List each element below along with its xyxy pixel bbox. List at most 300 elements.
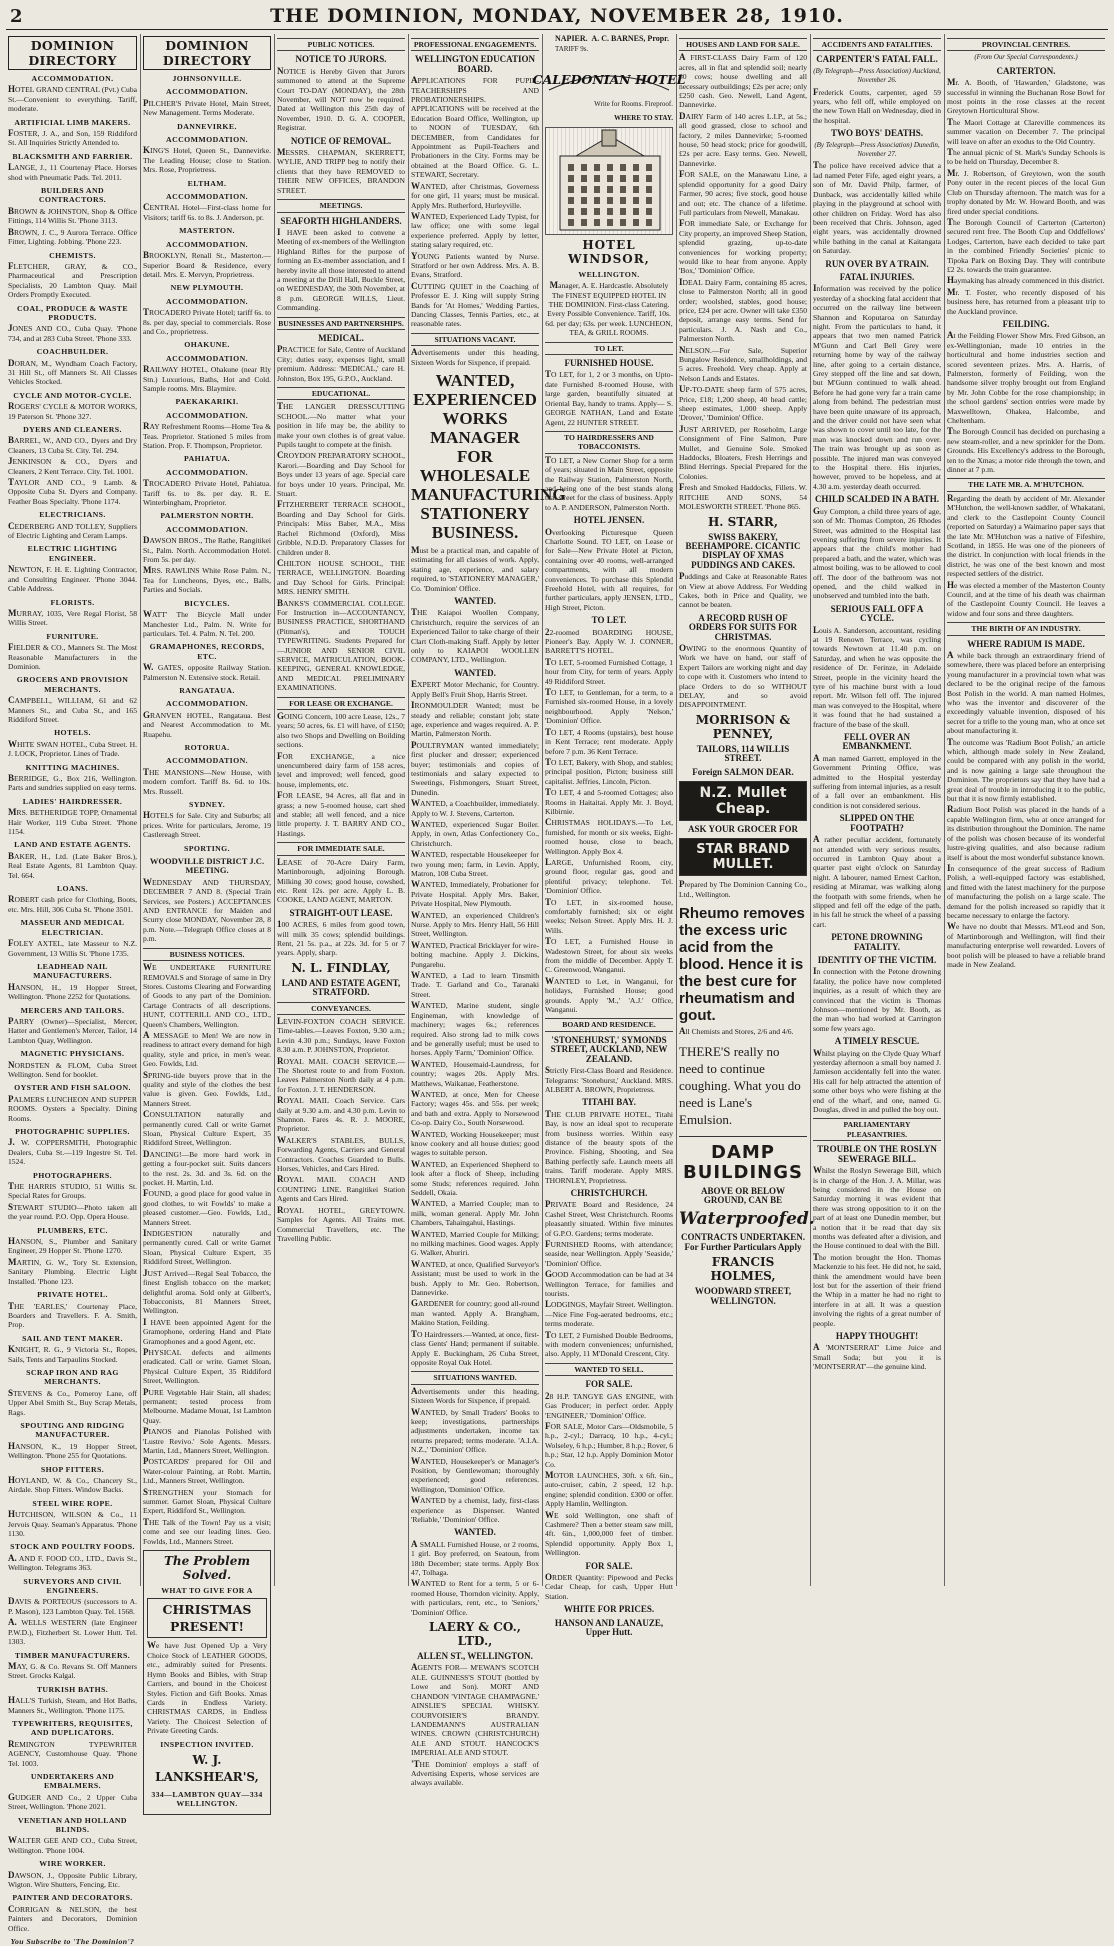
directory-entry: HALL'S Turkish, Steam, and Hot Baths, Manners St., Wellington. 'Phone 1175. [8,1695,137,1715]
business-notice: WE UNDERTAKE FURNITURE REMOVALS and Storage of same in Dry Stores. Customs Clearing and Forwarding of Goods to any part of the Dominion. Cartage Contracts of all descriptions. HUNT, COTTERILL AND CO., LTD., Queen's Chambers, Wellington. [143,962,271,1029]
paragraph: A SMALL Furnished House, or 2 rooms, 1 girl. Boy preferred, on Seatoun, from 18th December; state terms. Apply Box 47, Tolhaga. [411,1538,539,1578]
hotel-window-icon [568,164,574,171]
directory-category: ACCOMMODATION. [166,239,248,249]
paragraph: TO LET, a Furnished House in Wadestown Street, for about six weeks from the middle of December. Apply T. C. Greenwood, Wanganui. [545,936,673,975]
hotel-window-icon [620,175,626,182]
item-heading: CHILD SCALDED IN A BATH. [814,494,940,505]
hotel-window-icon [633,208,639,215]
masthead-title: THE DOMINION, MONDAY, NOVEMBER 28, 1910. [270,5,844,27]
hotel-window-icon [646,219,652,226]
paragraph: GOING Concern, 100 acre Lease, 12s., 7 years; 50 acres, 6s. £1 will have, of £150; also two Shops and Dwelling on Boilding sections. [277,711,405,750]
directory-category: ACCOMMODATION. [166,353,248,363]
barnes-label: A. C. BARNES, Propr. [591,34,669,43]
directory-entry: HANSON, K., 19 Hopper Street, Wellington. 'Phone 255 for Quotations. [8,1440,137,1461]
paragraph: YOUNG Patients wanted by Nurse. Stratford or her own Address. Mrs. A. B. Evans, Stratford. [411,250,539,280]
hotel-window-icon [620,164,626,171]
column-8-provincial [945,34,1107,1586]
paragraph: Frederick Coutts, carpenter, aged 59 years, who fell off, while employed on the new Town Hall on Wednesday, died in the hospital. [813,86,941,125]
business-notice: JUST Arrived—Regal Seal Tobacco, the finest English tobacco on the market; delightful aroma. Sold only at Gilbert's, Tobacconists, 81 Manners Street, Wellington. [143,1267,271,1316]
paragraph: TO LET, to Gentleman, for a term, to a Furnished six-roomed House, in a lovely neighbourhood. Apply 'Nelson,' 'Dominion' Office. [545,687,673,726]
directory-entry: BROOKLYN, Renall St., Masterton.—Superior Board & Residence, every detail. Mrs. E. Mervyn, Proprietress. [143,250,271,279]
directory-category: ACCOMMODATION. [166,524,248,534]
section-heading: SITUATIONS VACANT. [411,333,539,346]
paragraph: TO LET, 4 Rooms (upstairs), best house in Kent Terrace; rent moderate. Apply before 7 p.m. 36 Kent Terrace. [545,726,673,756]
directory-entry: W. GATES, opposite Railway Station. Palmerston N. Extensive stock. Retail. [143,662,271,682]
paragraph: WANTED, a Married Couple; man to milk, woman general. Apply Mr. John Chambers, Tahaingahui, Hastings. [411,1198,539,1228]
advertiser-name: FRANCIS HOLMES, [710,1255,776,1284]
directory-category: STOCK AND POULTRY FOODS. [10,1542,135,1552]
directory-category: LAND AND ESTATE AGENTS. [14,840,131,850]
directory-entry: BERRIDGE, G., Box 216, Wellington. Parts and sundries supplied on easy terms. [8,773,137,793]
paragraph: Mr. T. Foster, who recently disposed of his business here, has returned from a pleasant trip to the Auckland province. [947,286,1105,316]
directory-category: ACCOMMODATION. [166,87,248,97]
item-heading: 'STONEHURST,' SYMONDS STREET, AUCKLAND, NEW ZEALAND. [550,1034,668,1064]
waterproofed-headline: Waterproofed. [679,1209,815,1230]
directory-category: ACCOMMODATION. [166,699,248,709]
section-heading: TO LET. [545,342,673,355]
item-heading: A TIMELY RESCUE. [834,1036,920,1047]
paragraph: WANTED by a chemist, lady, first-class experience as Dispenser. Wanted 'Reliable,' 'Dominion' Office. [411,1495,539,1524]
directory-entry: A. WELLS WESTERN (late Engineer P.W.D.), Fitzherbert St. Lower Hutt. Tel. 1303. [8,1617,137,1647]
hotel-window-icon [581,208,587,215]
column-3-public-notices [275,34,407,1586]
directory-entry: DAWSON BROS., The Rathe, Rangitikei St., Palm. North. Accommodation Hotel. From 5s. per day. [143,535,271,565]
caledonian-banner-icon [532,60,686,98]
item-heading: WANTED. [454,596,496,607]
directory-entry: ROBERT cash price for Clothing, Boots, etc. Mrs. Hill, 306 Cuba St. 'Phone 3501. [8,894,137,914]
directory-category: ACCOMMODATION. [166,135,248,145]
hotel-window-icon [594,175,600,182]
lanes-emulsion-ad-text: THERE'S really no need to continue coughing. What you do need is Lane's Emulsion. [679,1043,801,1127]
directory-entry: HUTCHISON, WILSON & Co., 11 Jervois Quay. Seaman's Apparatus. 'Phone 1130. [8,1509,137,1539]
paragraph: LODGINGS, Mayfair Street. Wellington.—Nice Fine Fog-aerated bedrooms, etc.; terms moderate. [545,1299,673,1329]
item-heading: Foreign SALMON DEAR. [692,766,794,777]
section-heading: PUBLIC NOTICES. [277,38,405,51]
tariff-label: TARIFF 9s. [555,45,589,53]
hotel-window-icon [646,164,652,171]
paragraph: WANTED, Practical Bricklayer for wire-bolting machine. Apply J. Dickins, Pungarehu. [411,939,539,969]
hotel-window-icon [594,197,600,204]
paragraph: The Borough Council has decided on purchasing a new steam-roller, and a new sprinkler for the Dom. Grounds. His Excellency's address to the Borough, ten to the Xmas; a motor ride through the town, and dinner at 7 p.m. [947,426,1105,475]
directory-category: MAGNETIC PHYSICIANS. [20,1049,125,1059]
hotel-window-icon [581,164,587,171]
hotel-window-icon [607,186,613,193]
directory-category: UNDERTAKERS AND EMBALMERS. [30,1771,115,1791]
item-heading: RUN OVER BY A TRAIN. [825,258,929,269]
item-heading: TO LET. [591,615,627,626]
directory-entry: THE 'EARLES,' Courtenay Place, Boarders and Travellers. F. A. Smith, Prop. [8,1300,137,1330]
directory-category: ACCOMMODATION. [166,467,248,477]
directory-entry: MRS. RAWLINS White Rose Palm. N., Tea for Luncheons, Dyes, etc., Balls, Parties and Socials. [143,565,271,595]
hotel-window-icon [568,208,574,215]
directory-category: BUILDERS AND CONTRACTORS. [38,186,107,205]
directory-category: COAL, PRODUCE & WASTE PRODUCTS. [17,303,128,322]
paragraph: WANTED, at once, Qualified Surveyor's Assistant; must be used to work in the bush. Apply to Mr. Geo. Robertson, Dannevirke. [411,1258,539,1298]
hotel-window-icon [607,219,613,226]
where-to-stay: WHERE TO STAY. [614,114,673,123]
paragraph: 'THE Dominion' employs a staff of Advertising Experts, whose services are always available. [411,1758,539,1788]
paragraph: Regarding the death by accident of Mr. Alexander M'Hutchon, the well-known saddler, of Whakatani, and clerk to the Castlepoint County Council (reported on Saturday) a Waimarino paper says that the late Mr. M'Hutchon was a native of Fifeshire, Scotland, in 1855. He was one of the pioneers of the district. In conjunction with local friends in the district, he was one of the best known and most respected settlers of the district. [947,492,1105,579]
directory-category: PAEKAKARIKI. [175,397,239,407]
directory-entry: CENTRAL Hotel—First-class home for Visitors; tariff 6s. to 8s. J. Anderson, pr. [143,202,271,222]
paragraph: He was elected a member of the Masterton County Council, and at the time of his death was chairman of the Castlepoint County Council. He leaves a widow and four sons and three daughters. [947,579,1105,618]
directory-entry: CAMPBELL, WILLIAM, 61 and 62 Manners St., and Cuba St., and 165 Riddiford Street. [8,695,137,724]
paragraph: I HAVE been asked to convene a Meeting of ex-members of the Wellington Highland Rifles for the purpose of forming an Ex-member association, and I hereby invite all those interested to attend a meeting at the Drill Hall, Buckle Street, on WEDNESDAY, the 30th November, at 8 p.m. GEORGE WILLS, Lieut. Commanding. [277,226,405,313]
paragraph: WANTED, by Small Traders' Books to keep; investigations, partnerships adjustments undertaken, income tax returns prepared; terms moderate. 'A.I.A. N.Z.,' 'Dominion' Office. [411,1406,539,1455]
directory-entry: RAILWAY HOTEL, Ohakune (near Rly Stn.) Luxurious, Baths, Hot and Cold. Sample rooms. Mrs. Blaymire. [143,364,271,393]
directory-entry: HANSON, S., Plumber and Sanitary Engineer, 29 Hopper St. 'Phone 1270. [8,1236,137,1256]
paragraph: LARGE, Unfurnished Room, city, ground floor, regular gas, good and plentiful privacy; telephone. Tel. 'Dominion' Office. [545,856,673,896]
item-heading: SERIOUS FALL OFF A CYCLE. [830,603,924,624]
directory-category: ACCOMMODATION. [166,296,248,306]
hotel-window-icon [646,197,652,204]
paragraph: 28 H.P. TANGYE GAS ENGINE, with Gas Producer; in perfect order. Apply 'ENGINEER,' 'Dominion' Office. [545,1390,673,1420]
directory-entry: TROCADERO Private Hotel, Pahiatua. Tariff 6s. to 8s. per day. R. E. Winterbingham, Proprietor. [143,478,271,508]
directory-category: WIRE WORKER. [39,1859,106,1869]
paragraph: CHRISTMAS HOLIDAYS.—To Let, furnished, for month or six weeks, Eight-roomed house, close to beach, Wellington. Apply Box 4. [545,817,673,856]
paragraph: TO Hairdressers.—Wanted, at once, first-class Gents' Hand; permanent if suitable. Apply E. Buckingham, 26 Cuba Street, opposite Royal Oak Hotel. [411,1328,539,1367]
directory-category: SAIL AND TENT MAKER. [22,1333,123,1343]
paragraph: TO LET, for 1, 2 or 3 months, on Upto-date Furnished 8-roomed House, with large garden, beautifully situated at Oriental Bay, handy to trams. Apply— S. GEORGE NATHAN, Land and Estate Agent, 22 HUNTER STREET. [545,369,673,427]
damp-buildings-headline: DAMP BUILDINGS [679,1136,807,1183]
directory-category: BLACKSMITH AND FARRIER. [12,151,133,161]
business-notice: PHYSICAL defects and ailments eradicated. Call or write. Garnet Sloan, Physical Culture Expert, 35 Riddiford Street, Wellington. [143,1346,271,1386]
item-heading: FOR SALE. [585,1560,633,1571]
paragraph: Overlooking Picturesque Queen Charlotte Sound. TO LET, on Lease or for Sale—New Private Hotel at Picton, containing over 40 rooms, well-arranged compartments, with all modern conveniences. To purchase this Splendid Freehold Hotel, with all requires, for further particulars, apply JENSEN, LTD., High Street, Picton. [545,526,673,612]
directory-category: ACCOMMODATION. [166,756,248,766]
directory-category: NEW PLYMOUTH. [170,283,244,293]
directory-entry: MARTIN, G. W., Tory St. Extension, Sanitary Plumbing. Electric Light Installed. 'Phone 123. [8,1256,137,1286]
windsor-title: HOTEL WINDSOR, [568,237,650,266]
directory-category: OYSTER AND FISH SALOON. [14,1083,131,1093]
hotel-window-icon [607,175,613,182]
business-notice: CONSULTATION naturally and permanently cured. Call or write Garnet Sloan, Physical Culture Expert, 35 Riddiford Street, Wellington. [143,1109,271,1148]
paragraph: FOR SALE, on the Manawatu Line, a splendid opportunity for a good Dairy Farmer, 90 acres; five stock, good house and out; etc. The chance of a lifetime. Full particulars from Newell, Manakau. [679,169,807,217]
directory-category: VENETIAN AND HOLLAND BLINDS. [18,1815,127,1834]
star-brand-mullet-banner: STAR BRAND MULLET. [679,838,807,876]
business-notice: INDIGESTION naturally and permanently cured. Call or write Garnet Sloan, Physical Culture Expert, 35 Riddiford Street, Wellington. [143,1228,271,1267]
masthead [6,4,1108,30]
paragraph: WALKER'S STABLES, BULLS, Forwarding Agents, Carriers and General Contractors. Coaches Guarded to Bulls. Horses, Vehicles, and Cars Hired. [277,1134,405,1174]
section-heading: WANTED TO SELL. [545,1363,673,1376]
directory-category: ELECTRIC LIGHTING ENGINEER. [27,544,118,563]
column-2-directory [141,34,273,1809]
paragraph: UP-TO-DATE sheep farm of 575 acres, Price, £18; 1,200 sheep, 40 head cattle; sheep estimates, 1,000 sheep. Apply 'Drover,' 'Dominion' Office. [679,384,807,423]
directory-entry: NEWTON, F. H. E. Lighting Contractor, and Consulting Engineer. 'Phone 3044. Cable Address. [8,564,137,594]
directory-entry: HOTELS for Sale. City and Suburbs; all prices. Write for particulars, Jerome, 19 Castlereagh Street. [143,810,271,840]
paragraph: Fresh and Smoked Haddocks, Fillets. W. RITCHIE AND SONS, 54 MOLESWORTH STREET. 'Phone 865. [679,482,807,512]
column-4-situations [409,34,566,1788]
hotel-window-icon [633,164,639,171]
paragraph: Whilst the Roslyn Sewerage Bill, which is in charge of the Hon. J. A. Millar, was being considered in the House on Saturday morning it was evident that there was strong opposition to it on the part of at least one Dunedin member, but a notion that it be read that day six months was defeated after a division, and the House continued to deal with the Bill. [813,1165,941,1251]
paragraph: Whilst playing on the Clyde Quay Wharf yesterday afternoon a small boy named J. Jamieson accidentally fell into the water. His call for help attracted the attention of some other boys who were fishing at the end of the wharf, and one, named G. Douglas, dived in and pulled the boy out. [813,1047,941,1115]
directory-entry: BROWN, J. C., 9 Aurora Terrace. Office Fitter, Lighting. Jobbing. 'Phone 223. [8,226,137,247]
directory-category: LOANS. [56,884,89,894]
paragraph: WANTED, Immediately, Probationer for Private Hospital. Apply Mrs. Baker, Private Hospital, New Plymouth. [411,879,539,909]
directory-category: FLORISTS. [50,597,95,607]
item-heading: FELL OVER AN EMBANKMENT. [842,732,912,752]
directory-category: STEEL WIRE ROPE. [32,1498,113,1508]
directory-category: ACCOMMODATION. [166,192,248,202]
directory-heading-2: DOMINION DIRECTORY [143,36,271,70]
section-heading: FOR LEASE OR EXCHANGE. [277,697,405,710]
directory-entry: NORDSTEN & FLOM, Cuba Street Wellington. Send for booklet. [8,1059,137,1079]
paragraph: WANTED, Experienced Lady Typist, for law office; one with some legal experience preferred. Apply by letter, stating salary required, etc. [411,210,539,250]
paragraph: PRACTICE for Sale, Centre of Auckland City; duties easy, expenses light, small premium. Address: 'MEDICAL,' care H. Johnston, Box 195, G.P.O., Auckland. [277,344,405,383]
directory-category: CHEMISTS. [49,250,96,260]
hotel-window-icon [646,175,652,182]
paragraph: EXPERT Motor Mechanic, for Country. Apply Bell's Fruit Shop, Harris Street. [411,679,539,699]
directory-entry: PILCHER'S Private Hotel, Main Street, New Management. Terms Moderate. [143,97,271,118]
directory-entry: THE HARRIS STUDIO, 51 Willis St. Special Rates for Groups. [8,1181,137,1201]
paragraph: JUST ARRIVED, per Roseholm, Large Consignment of Fine Salmon, Pure Mullet, and Genuine Sole. Smoked Haddocks, Bloaters, Fresh Herrings and Blind Herrings. Special Prepared for the Colonies. [679,423,807,481]
directory-entry: J. W. COPPERSMITH, Photographic Dealers, Cuba St.—119 Ingestre St. Tel. 1524. [8,1137,137,1167]
paragraph: WANTED, Married Couple for Milking; no milking machines. Good wages. Apply G. Walker, Ahuriri. [411,1228,539,1258]
hotel-window-icon [646,186,652,193]
item-heading: WANTED. [454,1527,496,1538]
paragraph: Must be a practical man, and capable of estimating for all classes of work. Apply, stating age, experience, and salary required, to 'STATIONERY MANAGER,' Co. 'Dominion' Office. [411,545,539,593]
directory-entry: STEVENS & Co., Pomeroy Lane, off Upper Abel Smith St., Buy Scrap Metals, Rags. [8,1387,137,1417]
hotel-window-icon [620,186,626,193]
section-heading: HOUSES AND LAND FOR SALE. [679,38,807,51]
article-section-heading: THE LATE MR. A. M'HUTCHON. [947,478,1105,491]
article-section-heading: THE BIRTH OF AN INDUSTRY. [947,622,1105,635]
item-heading: A RECORD RUSH OF ORDERS FOR SUITS FOR CHRISTMAS. [688,612,798,642]
item-heading: LAND AND ESTATE AGENT, STRATFORD. [281,977,401,998]
item-heading: TAILORS, 114 WILLIS STREET. [696,743,790,764]
paragraph: WANTED, a Lad to learn Tinsmith Trade. T. Garland and Co., Taranaki Street. [411,970,539,999]
paragraph: Prepared by The Dominion Canning Co., Ltd., Wellington. [679,879,807,899]
paragraph: THE LANGER DRESSCUTTING SCHOOL.—No matter what your position in life may be, the ability to make your own clothes is of great value. Pupils taught to compete at the finish. [277,401,405,450]
paragraph: CHILTON HOUSE SCHOOL, THE TERRACE, WELLINGTON. Boarding and Day School for Girls. Principal: MRS. HENRY SMITH. [277,557,405,597]
item-heading: CONTRACTS UNDERTAKEN. For Further Particulars Apply [680,1232,806,1252]
business-notice: I HAVE been appointed Agent for the Gramophone, ordering Hand and Plate Gramophones and a good Agent, etc. [143,1316,271,1346]
directory-entry: GRANVEN HOTEL, Rangataua. Best and Nearest Accommodation to Mt. Ruapehu. [143,709,271,739]
windsor-place: WELLINGTON. [578,269,640,279]
directory-entry: FLETCHER, GRAY, & CO., Pharmaceutical and Prescription Specialists, 20 Lambton Quay. Mail Orders Promptly Executed. [8,260,137,300]
directory-category: LEADHEAD NAIL MANUFACTURERS. [33,961,112,981]
directory-category: GROCERS AND PROVISION MERCHANTS. [16,675,129,694]
section-heading: BUSINESSES AND PARTNERSHIPS. [277,317,405,330]
item-heading: CARPENTER'S FATAL FALL. [816,54,938,65]
directory-category: PHOTOGRAPHERS. [33,1170,112,1180]
inspection-invited: INSPECTION INVITED. [160,1739,254,1749]
column-1-directory [6,34,139,1946]
article-section-heading: PARLIAMENTARY PLEASANTRIES. [813,1118,941,1141]
hotel-window-icon [607,208,613,215]
paragraph: The annual picnic of St. Mark's Sunday Schools is to be held on Thursday, December 8. [947,147,1105,167]
section-heading: TO HAIRDRESSERS AND TOBACCONISTS. [545,431,673,454]
problem-body: We have Just Opened Up a Very Choice Stock of LEATHER GOODS, etc., admirably suited for Presents. Hymn Books and Bibles, with Strap Carriers, and bound in the Choicest Styles. Fiction and Gift Books. Xmas Cards in Endless Variety. CHRISTMAS CARDS, in Endless Variety. The Choicest Selection of Private Greeting Cards. [147,1640,267,1736]
directory-category: RANGATAUA. [179,685,235,695]
section-heading: BOARD AND RESIDENCE. [545,1018,673,1031]
directory-entry: JONES AND CO., Cuba Quay. 'Phone 734, and at 283 Cuba Street. 'Phone 333. [8,323,137,343]
section-heading: MEETINGS. [277,199,405,212]
directory-list [8,74,137,1933]
dateline: (By Telegraph—Press Association) Dunedin, November 27. [814,140,940,159]
directory-entry: MURRAY, 1035, Vere Regal Florist, 58 Willis Street. [8,607,137,628]
hotel-window-icon [594,219,600,226]
business-notice: POSTCARDS' prepared for Oil and Water-colour Painting, at Robt. Martin, Ltd., Manners Street, Wellington. [143,1456,271,1486]
hotel-window-icon [620,197,626,204]
directory-category: SPOUTING AND RIDGING MANUFACTURER. [20,1420,125,1440]
paragraph: Haymaking has already commenced in this district. [947,275,1105,286]
paragraph: LEVIN-FOXTON COACH SERVICE. Time-tables.—Leaves Foxton, 9.30 a.m.; Levin 4.30 p.m.; Sundays, leave Foxton 8.30 a.m. P. JOHNSTON, Proprietor. [277,1015,405,1055]
directory-category: TIMBER MANUFACTURERS. [14,1650,131,1660]
problem-title: The Problem Solved. [163,1554,251,1583]
paragraph: Mr. J. Robertson, of Greytown, won the south Pony outer in the recent pieces of the local Gun Club on Thursday afternoon. The match was for a trophy donated by Mr. W. Howard Booth, and was fired under special conditions. [947,167,1105,216]
directory-category: PHOTOGRAPHIC SUPPLIES. [15,1127,130,1136]
hotel-window-icon [607,197,613,204]
item-heading: PETONE DROWNING FATALITY. [831,932,923,952]
directory-category: ELECTRICIANS. [39,510,106,520]
directory-entry: LANGE, J., 11 Courtenay Place. Horses shod with Pneumatic Pads. Tel. 2011. [8,162,137,182]
directory-category: ELTHAM. [187,178,227,188]
paragraph: IRONMOULDER Wanted; must be steady and reliable; constant job; state age, experience and wages required. A. P. Martin, Palmerston North. [411,700,539,739]
paragraph: CUTTING QUIET in the Coaching of Professor E. J. King will supply String Bands for 'At Homes,' Wedding Parties, Dancing Classes, Tennis Parties, etc., at reasonable rates. [411,280,539,329]
paragraph: NELSON.—For Sale, Superior Bungalow Residence, smallholdings, and 5 acres. Freehold. Very cheap. Apply at Nelson Lands and Estates. [679,344,807,383]
paragraph: POULTRYMAN wanted immediately; first plucker and dresser; experienced buyer; testimonials and copies of testimonials and salary expected to Sweetings, Fishmongers, Stuart Street, Dunedin. [411,739,539,797]
section-heading: CONVEYANCES. [277,1002,405,1015]
paragraph: A FIRST-CLASS Dairy Farm of 120 acres, all in flat and splendid soil; nearly 50 cows; house dwelling and all necessary outbuildings; £2s per acre; only £250 cash. Geo. Newell, Land Agent, Dannevirke. [679,52,807,110]
paragraph: BANKS'S COMMERCIAL COLLEGE. For Instruction in—ACCOUNTANCY, BUSINESS PRACTICE, SHORTHAND (Pitman's), and TOUCH TYPEWRITING. Students Prepared for—JUNIOR AND SENIOR CIVIL SERVICE, MATRICULATION, BOOK-KEEPING, GENERAL KNOWLEDGE, AND MEDICAL PRELIMINARY EXAMINATIONS. [277,597,405,693]
directory-entry: HANSON, H., 19 Hopper Street, Wellington. 'Phone 2252 for Quotations. [8,981,137,1002]
paragraph: A 'MONTSERRAT' Lime Juice and Small Soda; but you it is 'MONTSERRAT'—the genuine kind. [813,1342,941,1372]
directory-entry: DORAN, M., Wyndham Coach Factory, 31 Hill St., off Manners St. All Classes Vehicles Stocked. [8,357,137,387]
hotel-window-icon [594,164,600,171]
directory-entry: BARREL, W., AND CO., Dyers and Dry Cleaners, 13 Cuba St. City. Tel. 294. [8,435,137,455]
paragraph: The Maori Cottage at Clareville commences its summer vacation on December 7. The principal will leave on after an exodus to the Old Country. [947,116,1105,146]
directory-entry: BROWN & JOHNSTON, Shop & Office Fittings, 114 Willis St. 'Phone 3113. [8,205,137,226]
paragraph: FITZHERBERT TERRACE SCHOOL, Boarding and Day School for Girls. Principals: Miss Baber, M.A., Miss Rachel Richmond (Oxford), Miss Gribble, N.D.D. Preparatory Classes for Children under 8. [277,499,405,557]
item-heading: MEDICAL. [318,332,364,343]
paragraph: WANTED, Housemaid-Laundress, for country; wages 20s. Apply Mrs. Matthews, Waikanae, Featherstone. [411,1058,539,1088]
paragraph: WANTED, at once, Men for Cheese Factory; wages 45s. and 55s. per week; and bath and extra. Apply to Norsewood Co-op. Dairy Co., South Norsewood. [411,1088,539,1128]
problem-subtitle: WHAT TO GIVE FOR A [161,1586,253,1596]
paragraph: Advertisements under this heading, Sixteen Words for Sixpence, if prepaid. [411,347,539,367]
subscribe-footer: You Subscribe to 'The Dominion'? [10,1937,135,1946]
item-heading: CARTERTON. [996,65,1056,76]
hotel-window-icon [568,186,574,193]
hotel-window-icon [581,186,587,193]
directory-entry: HOTEL GRAND CENTRAL (Pvt.) Cuba St.—Convenient to everything. Tariff, moderate. [8,84,137,114]
item-heading: HOTEL JENSEN. [573,515,645,526]
article-section-heading: PROVINCIAL CENTRES. [947,38,1105,51]
item-heading: FEILDING. [1002,318,1050,329]
directory-entry: RAY Refreshment Rooms—Home Tea & Teas. Proprietor. Stationed 5 miles from Station. Prop. F. Thompson, Proprietor. [143,421,271,450]
paragraph: FOR EXCHANGE, a nice unencumbered dairy farm of 158 acres, level and improved; well fenced, good house, implements, etc. [277,750,405,789]
paragraph: Strictly First-Class Board and Residence. Telegrams: 'Stonehurst,' Auckland. MRS. ALBERT A. BROWN, Proprietress. [545,1065,673,1094]
paragraph: FURNISHED Rooms, with attendance; seaside, near Wellington. Apply 'Seaside,' 'Dominion' Office. [545,1239,673,1268]
business-notice: PURE Vegetable Hair Stain, all shades; permanent; tested process from Melbourne. Madame Mouat, 1st Lambton Quay. [143,1386,271,1425]
directory-category: MERCERS AND TAILORS. [20,1005,125,1015]
paragraph: LEASE of 70-Acre Dairy Farm, Martinborough, adjoining Borough. Milking 30 cows; good house, cowshed, etc. Rent 12s. per acre. Apply L. B. COOKE, LAND AGENT, MARTON. [277,856,405,905]
section-heading: PROFESSIONAL ENGAGEMENTS. [411,38,539,51]
paragraph: Louis A. Sanderson, accountant, residing at 19 Renown Terrace, was cycling towards Newtown at 11.40 p.m. on Saturday, and when he was opposite the residence of Dr. Ferinze, in Adelaide Street, people in the vicinity heard the tyre of his machine burst with a loud report. Mr. Wilson fell off. The injured man was conveyed to the Hospital, where it was found that he had sustained a fracture of the base of the skull. [813,624,941,729]
paragraph: 22-roomed BOARDING HOUSE, Pioneer's Bay. Apply W. J. CONNER, BARRETT'S HOTEL. [545,626,673,656]
item-heading: ALLEN ST., WELLINGTON. [417,1651,533,1662]
directory-category: ROTORUA. [184,742,230,752]
paragraph: Mr. A. Booth, of 'Hawarden,' Gladstone, was successful in winning the Buchanan Rose Bowl for most points in the rose classes at the recent Greytown Horticultural Show. [947,77,1105,116]
paragraph: ROYAL HOTEL, GREYTOWN. Samples for Agents. All Trains met. Commercial Travellers, etc. The Travelling Public. [277,1204,405,1243]
directory-category: LADIES' HAIRDRESSER. [22,796,123,806]
directory-entry: ROGERS' CYCLE & MOTOR WORKS, 19 Paterson St. 'Phone 327. [8,401,137,421]
paragraph: PRIVATE Board and Residence, 24 Cashel Street, West Christchurch. Rooms pleasantly situated. Within five minutes of G.P.O. Gardens; terms moderate. [545,1199,673,1238]
hotel-window-icon [568,197,574,204]
paragraph: DAIRY Farm of 140 acres L.I.P., at 5s.; all good grassed, close to school and factory, 2 miles Dannevirke; 5-roomed house, 50 head stock; price for goodwill, £2s per acre. Easy terms. Geo. Newell, Dannevirke. [679,110,807,168]
paragraph: WANTED, Working Housekeeper; must know cookery and all house duties; good wages to suitable person. [411,1128,539,1158]
directory-heading: DOMINION DIRECTORY [8,36,137,70]
caledonian-hotel-logo [532,60,686,98]
directory-category: PRIVATE HOTEL. [37,1290,108,1300]
directory-entry: FOSTER, J. A., and Son, 159 Riddiford St. All Inquiries Strictly Attended to. [8,128,137,148]
directory-entry: MAY, G. & Co. Revans St. Off Manners Street. Grocks Kalgal. [8,1660,137,1681]
directory-category: ACCOMMODATION. [166,410,248,420]
directory-entry: CORRIGAN & NELSON, the best Painters and Decorators, Dominion Office. [8,1903,137,1933]
business-notice: PIANOS and Pianolas Polished with 'Lustre Revivo.' Sole Agents. Messrs. Martin, Ltd., Manners Street, Wellington. [143,1426,271,1455]
paragraph: The motion brought the Hon. Thomas Mackenzie to his feet. He did not, he said, think the amendment would have been lost but for the assertion of their friend the Whip in a matter he had no right to interfere in at all. It was a question involving the rights of a great number of people. [813,1251,941,1328]
paragraph: Guy Compton, a child three years of age, son of Mr. Thomas Compton, 26 Rhodes Street, was admitted to the Hospital last evening suffering from severe injuries. It appears that the child's mother had prepared a bath, and the water, which was almost boiling, was to be allowed to cool off. The door of the bathroom was not opened, and the child walked in unobserved and tumbled into the bath. [813,505,941,601]
directory-category: GRAMAPHONES, RECORDS, ETC. [149,642,265,661]
directory-category: FURNITURE. [46,631,99,641]
directory-entry: JENKINSON & CO., Dyers and Cleaners, 2 Kent Terrace. City. Tel. 1001. [8,456,137,476]
item-heading: FURNISHED HOUSE. [564,358,654,369]
item-heading: SEAFORTH HIGHLANDERS. [280,215,402,226]
hotel-window-icon [581,175,587,182]
item-heading: CHRISTCHURCH. [570,1187,648,1198]
paragraph: GARDENER for country; good all-round man wanted. Apply A. Brangham, Makino Station, Feilding. [411,1298,539,1328]
paragraph: The Borough Council of Carterton (Carterton) secured rent free. The Booth Cup and Oddfellows' Lodges, Carterton, have each decided to take part in the combined Friendly Societies' picnic to Tipoka Park on Boxing Day. They will contribute £2 2s. towards the train guarantee. [947,216,1105,274]
item-heading: NOTICE TO JURORS. [295,54,387,65]
paragraph: ORDER Quantity: Pipewood and Pecks Cedar Cheap, for cash, Upper Hutt Station. [545,1572,673,1601]
paragraph: TO LET, 2 Furnished Double Bedrooms, with modern conveniences; unfurnished, also. Apply, 11 M'Donald Crescent, City. [545,1329,673,1359]
christmas-present-banner: CHRISTMAS PRESENT! [147,1598,267,1638]
paragraph: In connection with the Petone drowning fatality, the police have now completed inquiries, as a result of which they are convinced that the victim is Thomas Johnson—mentioned by Mr. Booth, as the man who had worked at Carrington some few years ago. [813,966,941,1033]
caledonian-title: CALEDONIAN HOTEL [532,72,686,87]
directory-category: PAINTER AND DECORATORS. [12,1893,133,1903]
hotel-window-icon [581,219,587,226]
business-notices-heading: BUSINESS NOTICES. [143,948,271,961]
directory-entry: PALMERS LUNCHEON AND SUPPER ROOMS. Oysters a Specialty. Dining Rooms. [8,1093,137,1123]
directory-category: SPORTING. [184,843,230,853]
directory-category: PAHIATUA. [184,454,230,464]
paragraph: THE CLUB PRIVATE HOTEL, Titahi Bay, is now an ideal spot to recuperate from business worries. Within easy distance of the beauty spots of the Province. Fishing, Shooting, and Sea Bathing perfectly safe. Launch meets all trains. Tariff moderate. Apply MRS. THORNLEY, Proprietress. [545,1108,673,1185]
business-notice: DANCING!—Be more hard work in getting a four-pocket suit. Suits dancers to the rest. 2s. 3d. and 3s. 6d. on the pocket. H. Martin, Ltd. [143,1148,271,1188]
paragraph: WANTED, after Christmas, Governess for one girl, 11 years; must be musical. Apply Mrs. Rutherford, Hurleyville. [411,180,539,210]
item-heading: WANTED. [454,667,496,678]
hotel-window-icon [633,175,639,182]
business-notice: SPRING-tide buyers prove that in the quality and style of the clothes the best value is given. Geo. Fowlds, Ltd., Manners Street. [143,1069,271,1108]
article-section-heading: ACCIDENTS AND FATALITIES. [813,38,941,51]
hotel-windsor-engraving [545,127,673,235]
paragraph: The police have received advice that a lad named Peter Fife, aged eight years, a son of Mr. David Philp, farmer, of Dunback, was accidentally killed while playing in the playground at school with other children on Friday. Word has also been received that Chris. Johnson, aged eight years, was accidentally drowned while bathing in the canal at Kaitangata on Saturday. [813,160,941,256]
column-5-hotels [532,34,686,1638]
windsor-body: Manager, A. E. Hardcastle. Absolutely The FINEST EQUIPPED HOTEL IN THE DOMINION. First-class Catering. Every Possible Convenience. Tariff, 10s. 6d. per day; 63s. per week. LUNCHEON, TEA, & GRILL ROOMS. [545,280,673,338]
hotel-window-icon [633,186,639,193]
directory-category: TYPEWRITERS, REQUISITES, AND DUPLICATORS. [12,1718,133,1738]
item-heading: ABOVE OR BELOW GROUND, CAN BE [700,1185,785,1206]
hotel-window-icon [607,164,613,171]
woodville-body: WEDNESDAY AND THURSDAY, DECEMBER 7 AND 8. (Special Train Services, see Posters.) ACCEPTANCES AND ENTRANCE for Maiden and Scurry close MONDAY, November 28, 8 p.m. Note.—Telegraph Office closes at 8 p.m. [143,876,271,944]
page-number: 2 [10,6,23,27]
paragraph: Puddings and Cake at Reasonable Rates on View at above Address. For Wedding Cakes, both in Price and Quality, we cannot be beaten. [679,571,807,610]
directory-entry: DAWSON, J., Opposite Public Library, Wigton. Wire Shutters, Fencing, Etc. [8,1869,137,1890]
lankshear-address: 334—LAMBTON QUAY—334 WELLINGTON. [151,1789,263,1809]
write-for-rooms: Write for Rooms. Fireproof. [594,100,673,108]
hotel-window-icon [594,208,600,215]
paragraph: GOOD Accommodation can be had at 34 Wellington Terrace, for families and tourists. [545,1269,673,1299]
paragraph: Radium Boot Polish was placed in the hands of a capable Wellington firm, who at once arranged for its distribution throughout the Dominion. The name of the polish was chosen because of its wonderful lustre-giving qualities, and also because radium itself is about the most wonderful substance known. [947,804,1105,862]
